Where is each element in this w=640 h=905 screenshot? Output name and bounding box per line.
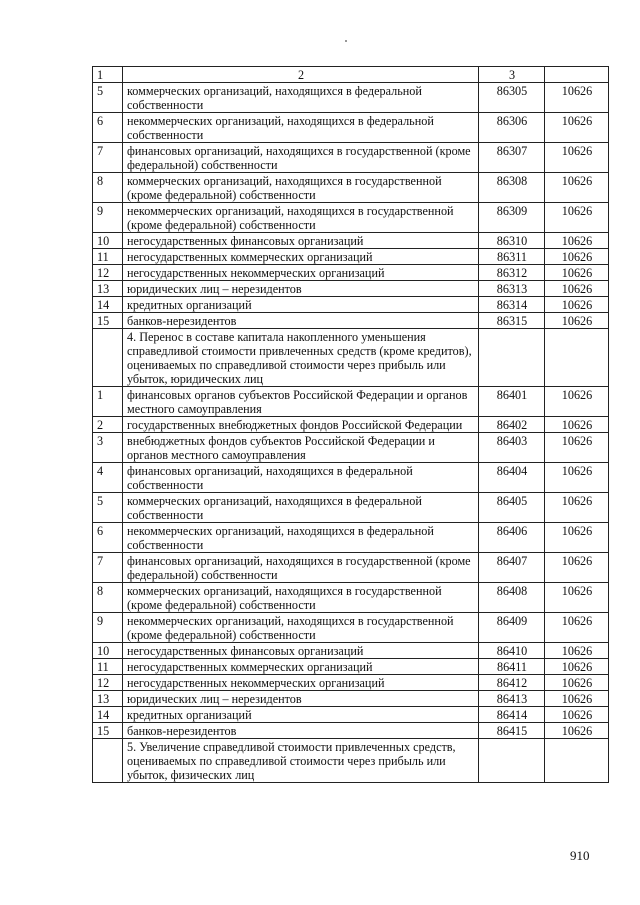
table-row	[93, 281, 609, 297]
table-row	[93, 691, 609, 707]
row-index: 10626	[545, 265, 609, 281]
row-name: негосударственных финансовых организаций	[123, 233, 479, 249]
table-row	[93, 83, 609, 113]
table-row	[93, 433, 609, 463]
row-index: 10626	[545, 583, 609, 613]
accounts-table	[92, 66, 609, 783]
row-index: 10626	[545, 281, 609, 297]
row-index: 10626	[545, 523, 609, 553]
row-number: 15	[93, 723, 123, 739]
row-name: некоммерческих организаций, находящихся в государственной (кроме федеральной) собственности	[123, 203, 479, 233]
row-name: кредитных организаций	[123, 707, 479, 723]
row-code: 86413	[479, 691, 545, 707]
row-index: 10626	[545, 249, 609, 265]
row-code	[479, 739, 545, 783]
row-index	[545, 739, 609, 783]
row-code: 86403	[479, 433, 545, 463]
table-row	[93, 675, 609, 691]
column-number-3: 3	[479, 67, 545, 83]
table-row	[93, 659, 609, 675]
page-number: 910	[570, 848, 590, 863]
row-code: 86405	[479, 493, 545, 523]
table-row	[93, 553, 609, 583]
row-name: государственных внебюджетных фондов Российской Федерации	[123, 417, 479, 433]
row-index: 10626	[545, 707, 609, 723]
column-number-1: 1	[93, 67, 123, 83]
row-number: 5	[93, 83, 123, 113]
table-row	[93, 113, 609, 143]
table-row	[93, 707, 609, 723]
row-number: 3	[93, 433, 123, 463]
row-name: коммерческих организаций, находящихся в государственной (кроме федеральной) собственности	[123, 173, 479, 203]
row-name: финансовых органов субъектов Российской Федерации и органов местного самоуправления	[123, 387, 479, 417]
row-name: кредитных организаций	[123, 297, 479, 313]
table-row	[93, 173, 609, 203]
row-index: 10626	[545, 723, 609, 739]
row-name: юридических лиц – нерезидентов	[123, 281, 479, 297]
row-number: 8	[93, 173, 123, 203]
row-code	[479, 329, 545, 387]
section-header-row	[93, 739, 609, 783]
row-number: 7	[93, 553, 123, 583]
row-number: 6	[93, 523, 123, 553]
row-index: 10626	[545, 417, 609, 433]
row-name: негосударственных коммерческих организаций	[123, 249, 479, 265]
row-number: 15	[93, 313, 123, 329]
scan-speck	[345, 40, 347, 42]
row-index: 10626	[545, 173, 609, 203]
table-row	[93, 313, 609, 329]
row-number: 6	[93, 113, 123, 143]
table-row	[93, 493, 609, 523]
table-row	[93, 203, 609, 233]
row-code: 86412	[479, 675, 545, 691]
table-body	[93, 67, 609, 783]
row-index: 10626	[545, 643, 609, 659]
row-number: 11	[93, 249, 123, 265]
row-number: 13	[93, 691, 123, 707]
table-row	[93, 523, 609, 553]
row-code: 86307	[479, 143, 545, 173]
row-name: внебюджетных фондов субъектов Российской Федерации и органов местного самоуправления	[123, 433, 479, 463]
table-row	[93, 297, 609, 313]
row-code: 86407	[479, 553, 545, 583]
row-index: 10626	[545, 233, 609, 249]
row-number: 4	[93, 463, 123, 493]
row-index: 10626	[545, 433, 609, 463]
row-name: негосударственных некоммерческих организаций	[123, 675, 479, 691]
row-index: 10626	[545, 493, 609, 523]
table-row	[93, 643, 609, 659]
table-row	[93, 417, 609, 433]
row-number: 14	[93, 297, 123, 313]
row-name: финансовых организаций, находящихся в государственной (кроме федеральной) собственности	[123, 143, 479, 173]
row-number	[93, 739, 123, 783]
row-number: 13	[93, 281, 123, 297]
row-number: 7	[93, 143, 123, 173]
row-number: 12	[93, 265, 123, 281]
row-index: 10626	[545, 83, 609, 113]
table-row	[93, 233, 609, 249]
row-number: 11	[93, 659, 123, 675]
table-row	[93, 723, 609, 739]
row-name: некоммерческих организаций, находящихся в государственной (кроме федеральной) собственности	[123, 613, 479, 643]
table-header-row	[93, 67, 609, 83]
column-number-2: 2	[123, 67, 479, 83]
row-index: 10626	[545, 675, 609, 691]
column-number-4	[545, 67, 609, 83]
row-name: негосударственных коммерческих организаций	[123, 659, 479, 675]
table-row	[93, 249, 609, 265]
row-name: некоммерческих организаций, находящихся в федеральной собственности	[123, 523, 479, 553]
row-name: юридических лиц – нерезидентов	[123, 691, 479, 707]
table-row	[93, 583, 609, 613]
row-number: 1	[93, 387, 123, 417]
row-index: 10626	[545, 387, 609, 417]
row-name: финансовых организаций, находящихся в федеральной собственности	[123, 463, 479, 493]
row-code: 86306	[479, 113, 545, 143]
row-code: 86411	[479, 659, 545, 675]
table-row	[93, 265, 609, 281]
row-number: 9	[93, 203, 123, 233]
row-index	[545, 329, 609, 387]
table-row	[93, 463, 609, 493]
row-number: 8	[93, 583, 123, 613]
row-code: 86315	[479, 313, 545, 329]
row-code: 86308	[479, 173, 545, 203]
row-index: 10626	[545, 613, 609, 643]
row-code: 86415	[479, 723, 545, 739]
row-code: 86314	[479, 297, 545, 313]
row-index: 10626	[545, 691, 609, 707]
row-code: 86311	[479, 249, 545, 265]
row-code: 86409	[479, 613, 545, 643]
section-title: 4. Перенос в составе капитала накопленного уменьшения справедливой стоимости привлеченных средств (кроме кредитов), оцениваемых по справедливой стоимости через прибыль или убыток, юридических лиц	[123, 329, 479, 387]
row-index: 10626	[545, 553, 609, 583]
row-name: некоммерческих организаций, находящихся в федеральной собственности	[123, 113, 479, 143]
row-number: 2	[93, 417, 123, 433]
row-number: 12	[93, 675, 123, 691]
row-number: 10	[93, 643, 123, 659]
row-number: 14	[93, 707, 123, 723]
row-number: 5	[93, 493, 123, 523]
row-code: 86313	[479, 281, 545, 297]
row-name: банков-нерезидентов	[123, 313, 479, 329]
row-index: 10626	[545, 297, 609, 313]
row-code: 86312	[479, 265, 545, 281]
row-code: 86310	[479, 233, 545, 249]
section-title: 5. Увеличение справедливой стоимости привлеченных средств, оцениваемых по справедливой стоимости через прибыль или убыток, физических лиц	[123, 739, 479, 783]
row-number: 9	[93, 613, 123, 643]
row-name: финансовых организаций, находящихся в государственной (кроме федеральной) собственности	[123, 553, 479, 583]
row-code: 86406	[479, 523, 545, 553]
row-name: банков-нерезидентов	[123, 723, 479, 739]
row-index: 10626	[545, 463, 609, 493]
row-name: коммерческих организаций, находящихся в федеральной собственности	[123, 83, 479, 113]
row-code: 86410	[479, 643, 545, 659]
row-code: 86414	[479, 707, 545, 723]
row-name: негосударственных финансовых организаций	[123, 643, 479, 659]
row-index: 10626	[545, 203, 609, 233]
row-code: 86401	[479, 387, 545, 417]
section-header-row	[93, 329, 609, 387]
table-row	[93, 143, 609, 173]
row-code: 86305	[479, 83, 545, 113]
row-number: 10	[93, 233, 123, 249]
row-code: 86309	[479, 203, 545, 233]
row-index: 10626	[545, 659, 609, 675]
table-row	[93, 387, 609, 417]
row-name: негосударственных некоммерческих организаций	[123, 265, 479, 281]
row-index: 10626	[545, 113, 609, 143]
row-code: 86404	[479, 463, 545, 493]
row-index: 10626	[545, 143, 609, 173]
row-index: 10626	[545, 313, 609, 329]
row-name: коммерческих организаций, находящихся в федеральной собственности	[123, 493, 479, 523]
row-number	[93, 329, 123, 387]
table-row	[93, 613, 609, 643]
row-name: коммерческих организаций, находящихся в государственной (кроме федеральной) собственности	[123, 583, 479, 613]
row-code: 86402	[479, 417, 545, 433]
row-code: 86408	[479, 583, 545, 613]
